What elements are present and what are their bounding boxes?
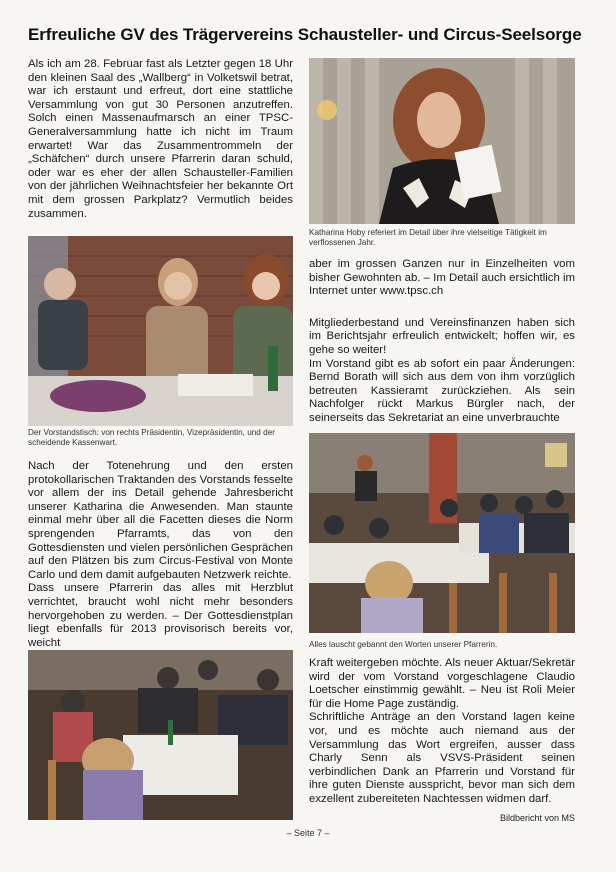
paragraph-membership: Mitgliederbestand und Vereinsfinanzen haben sich im Berichtsjahr erfreulich entwickelt; hoffen wir, es gehe so weiter!	[309, 316, 575, 356]
photo-speaker	[309, 58, 575, 224]
right-column-intro	[309, 258, 575, 426]
paragraph-new-secretary: Kraft weitergeben möchte. Als neuer Aktuar/Sekretär wird der vom Vorstand vorgeschlagene Claudio Loetscher einstimmig gewählt. – Neu ist Roli Meier für die Home Page zuständig.	[309, 657, 575, 710]
paragraph-intro: Als ich am 28. Februar fast als Letzter gegen 18 Uhr den kleinen Saal des „Wallberg“ in Volketswil betrat, war ich erstaunt und erfreut, dort eine stattliche Versammlung von gut 30 Personen anzutreffen. Solch einen Massenaufmarsch an einer TPSC-Generalversammlung hatte ich nicht im Traum erwartet! War das Zusammentrommeln der „Schäfchen“ durch unsere Pfarrerin daran schuld, oder war es eher der allen Schausteller-Familien von der jährlichen Weihnachtsfeier her bekannte Ort mit dem grossen Parkplatz? Vermutlich beides zusammen.	[28, 58, 293, 220]
article-title: Erfreuliche GV des Trägervereins Schausteller- und Circus-Seelsorge	[28, 25, 582, 44]
photo-dinner-tables	[28, 650, 293, 820]
caption-audience: Alles lauscht gebannt den Worten unserer Pfarrerin.	[309, 640, 498, 649]
paragraph-motions: Schriftliche Anträge an den Vorstand lagen keine vor, und es möchte auch niemand aus der Versammlung das Wort ergreifen, ausser dass Charly Senn als VSVS-Präsident seinen verbindlichen Dank an Pfarrerin und Vorstand für ihre guten Dienste ausspricht, bevor man sich dem exzellent zubereiteten Nachtessen widmen darf.	[309, 711, 575, 805]
paragraph-annual-report: Nach der Totenehrung und den ersten protokollarischen Traktanden des Vorstands fesselte vor allem der ins Detail gehende Jahresbericht unserer Katharina die Anwesenden. Man staunte einmal mehr über all die Facetten dieses die Norm sprengenden Pfarramts, das von den Gottesdiensten und vielen persönlichen Gesprächen auf den Plätzen bis zum Circus-Festival von Monte Carlo und dem damit aufgebauten Netzwerk reichte.	[28, 460, 293, 581]
board-table-illustration	[28, 236, 293, 426]
speaker-illustration	[309, 58, 575, 224]
paragraph-board-changes: Im Vorstand gibt es ab sofort ein paar Änderungen: Bernd Borath will sich aus dem von ihm vorzüglich betreuten Kassieramt zurückziehen. Als sein Nachfolger rückt Markus Bürgler nach, der seinerseits das Sekretariat an eine unverbrauchte	[309, 357, 575, 424]
caption-board-table: Der Vorstandstisch: von rechts Präsidentin, Vizepräsidentin, und der scheidende Kassenwart.	[28, 428, 275, 448]
paragraph-website: aber im grossen Ganzen nur in Einzelheiten vom bisher Gewohnten ab. – Im Detail auch ersichtlich im Internet unter www.tpsc.ch	[309, 258, 575, 298]
left-column-intro	[28, 58, 293, 221]
photo-report-byline: Bildbericht von MS	[500, 813, 576, 823]
photo-board-table	[28, 236, 293, 426]
dinner-tables-illustration	[28, 650, 293, 820]
paragraph-worship-plan: Dass unsere Pfarrerin das alles mit Herzblut verrichtet, braucht wohl nicht mehr besonders hervorgehoben zu werden. – Der Gottesdienstplan liegt ebenfalls für 2013 provisorisch bereits vor, weicht	[28, 582, 293, 649]
caption-speaker: Katharina Hoby referiert im Detail über ihre vielseitige Tätigkeit im verflossenen Jahr.	[309, 228, 547, 248]
photo-audience	[309, 433, 575, 633]
left-column-body	[28, 460, 293, 650]
audience-illustration	[309, 433, 575, 633]
page-number: – Seite 7 –	[286, 828, 330, 838]
right-column-body	[309, 657, 575, 807]
